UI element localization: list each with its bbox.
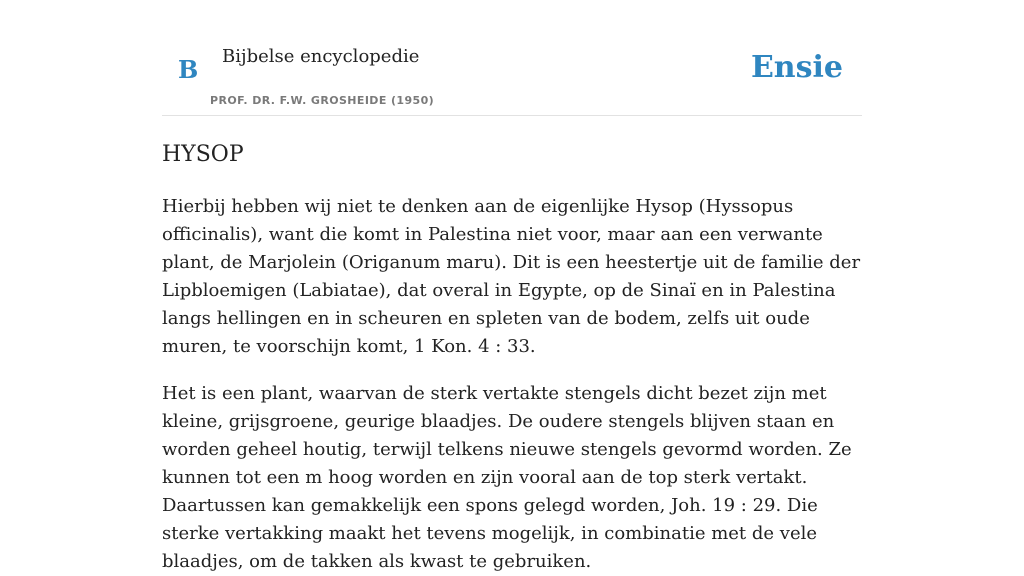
article-title: HYSOP <box>162 142 244 167</box>
book-title-link[interactable]: Bijbelse encyclopedie <box>222 46 420 67</box>
page-header <box>162 0 862 116</box>
site-logo[interactable]: Ensie <box>750 50 843 85</box>
article-paragraph: Hierbij hebben wij niet te denken aan de eigenlijke Hysop (Hyssopus officinalis), want die komt in Palestina niet voor, maar aan een verwante plant, de Marjolein (Origanum maru). Dit is een heestertje uit de familie der Lipbloemigen (Labiatae), dat overal in Egypte, op de Sinaï en in Palestina langs hellingen en in scheuren en spleten van de bodem, zelfs uit oude muren, te voorschijn komt, 1 Kon. 4 : 33. <box>162 196 861 357</box>
page-container <box>162 0 862 576</box>
book-logo-icon[interactable]: B <box>178 55 199 84</box>
article-paragraph: Het is een plant, waarvan de sterk vertakte stengels dicht bezet zijn met kleine, grijsgroene, geurige blaadjes. De oudere stengels blijven staan en worden geheel houtig, terwijl telkens nieuwe stengels gevormd worden. Ze kunnen tot een m hoog worden en zijn vooral aan de top sterk vertakt. Daartussen kan gemakkelijk een spons gelegd worden, Joh. 19 : 29. Die sterke vertakking maakt het tevens mogelijk, in combinatie met de vele blaadjes, om de takken als kwast te gebruiken. <box>162 383 852 572</box>
book-author: PROF. DR. F.W. GROSHEIDE (1950) <box>210 94 435 107</box>
article-body <box>162 193 862 576</box>
